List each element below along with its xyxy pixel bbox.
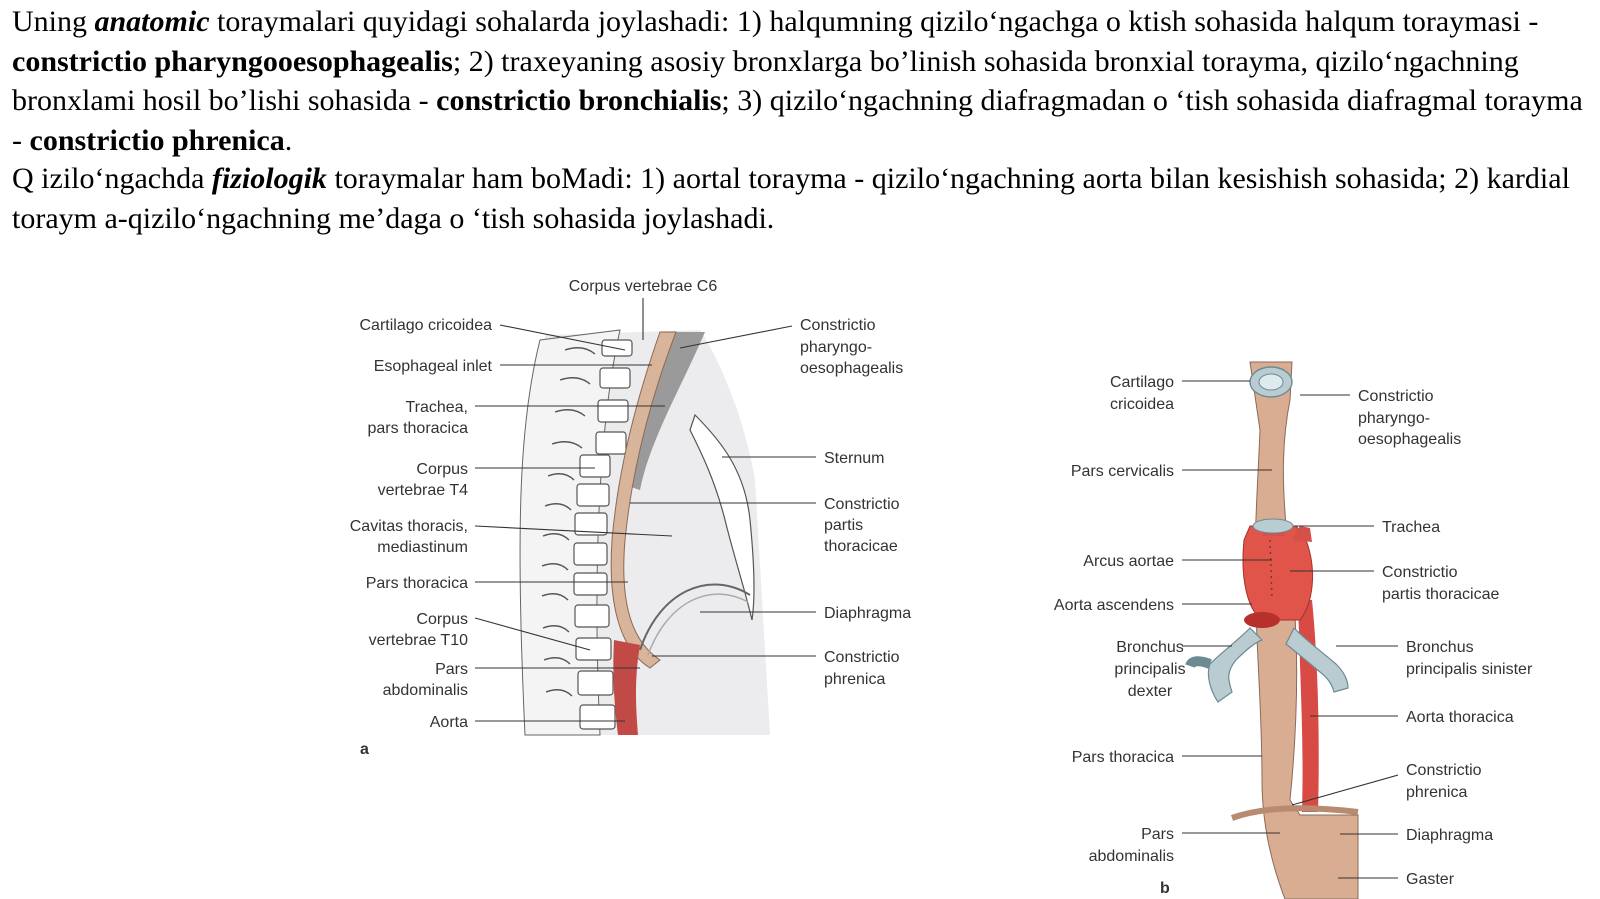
label-b-diaphragma: Diaphragma	[1406, 827, 1494, 844]
label-mediastinum: mediastinum	[377, 539, 468, 556]
label-b-bronchus-sinister: Bronchus	[1406, 639, 1474, 656]
label-pars-abdominalis: Pars	[435, 661, 468, 678]
label-b-cartilago: Cartilago	[1109, 374, 1174, 391]
label-corpus-c6: Corpus vertebrae C6	[568, 278, 718, 295]
panel-letter-b: b	[1160, 880, 1170, 897]
label-b-aorta-thoracica: Aorta thoracica	[1406, 709, 1514, 726]
label-pars-thoracica: Pars thoracica	[365, 575, 468, 592]
label-b-trachea: Trachea	[1382, 519, 1441, 536]
label-b-pars-abdominalis: Pars	[1141, 826, 1174, 843]
label-constrictio-partis-thoracicae: Constrictio	[824, 496, 900, 513]
label-b-constrictio-partis-thoracicae: Constrictio	[1382, 564, 1458, 581]
label-b-cricoidea: cricoidea	[1109, 396, 1174, 413]
text-run: toraymalari quyidagi sohalarda joylashadi: 1) halqumning qizilo‘ngachga o ktish sohasida halqum torayma​si -	[209, 5, 1539, 38]
text-run: .	[284, 123, 293, 157]
figure-a-illustration	[520, 330, 770, 735]
label-trachea: Trachea,	[405, 399, 468, 416]
label-constrictio-phrenica: Constrictio	[824, 649, 900, 666]
text-run: ; 3) qizilo‘ngachning diafragmadan o ‘tish sohasida diafragmal torayma -	[12, 84, 1583, 157]
label-constrictio-phrenica-2: phrenica	[824, 671, 886, 688]
label-b-constrictio-pharyngo-2: pharyngo-	[1358, 410, 1431, 427]
label-esophageal-inlet: Esophageal inlet	[373, 358, 492, 375]
label-b-pars-abdominalis-2: abdominalis	[1088, 848, 1174, 865]
label-b-pars-cervicalis: Pars cervicalis	[1070, 463, 1174, 480]
label-constrictio-pharyngo: Constrictio	[800, 317, 876, 334]
label-b-bronchus-dexter: Bronchus	[1116, 639, 1184, 656]
label-b-gaster: Gaster	[1406, 871, 1455, 888]
label-cartilago-cricoidea: Cartilago cricoidea	[359, 317, 492, 334]
emphasis-fiziologik: fiziologik	[211, 162, 327, 195]
label-b-bronchus-dexter-2: principalis	[1114, 661, 1186, 678]
label-sternum: Sternum	[824, 450, 885, 467]
label-constrictio-partis-thoracicae-3: thoracicae	[824, 538, 898, 555]
label-b-constrictio-phrenica: Constrictio	[1406, 762, 1482, 779]
label-b-pars-thoracica: Pars thoracica	[1071, 749, 1174, 766]
term-bronchialis: constrictio bronchialis	[436, 84, 722, 117]
label-b-bronchus-dexter-3: dexter	[1127, 683, 1173, 700]
label-corpus-t4-sub: vertebrae T4	[377, 482, 468, 499]
panel-letter-a: a	[360, 741, 369, 758]
text-run: ; 2) traxeyaning asosiy bronxlarga bo’linish sohasida bronxial torayma, qizilo‘ngachning bronxlami hosil bo’lishi sohasida -	[12, 44, 1519, 117]
label-b-constrictio-pharyngo-3: oesophagealis	[1358, 431, 1462, 448]
label-constrictio-pharyngo-2: pharyngo-	[800, 339, 873, 356]
label-constrictio-pharyngo-3: oesophagealis	[800, 360, 904, 377]
label-diaphragma: Diaphragma	[824, 605, 912, 622]
term-phrenica: constrictio phrenica	[29, 123, 285, 157]
label-b-constrictio-phrenica-2: phrenica	[1406, 784, 1468, 801]
label-corpus-t4: Corpus	[416, 461, 468, 478]
label-b-arcus-aortae: Arcus aortae	[1083, 553, 1174, 570]
label-aorta: Aorta	[429, 714, 468, 731]
label-b-aorta-ascendens: Aorta ascendens	[1053, 597, 1174, 614]
label-b-constrictio-partis-thoracicae-2: partis thoracicae	[1382, 586, 1500, 603]
label-constrictio-partis-thoracicae-2: partis	[824, 517, 864, 534]
label-corpus-t10: Corpus	[416, 611, 468, 628]
label-pars-abdominalis-sub: abdominalis	[382, 682, 468, 699]
text-run: Q izilo‘ngachda	[12, 162, 212, 195]
text-run: Uning	[12, 5, 95, 38]
label-b-bronchus-sinister-2: principalis sinister	[1406, 661, 1533, 678]
emphasis-anatomic: anatomic	[94, 5, 210, 38]
term-pharyngooesophagealis: constrictio pharyngooesophagealis	[12, 44, 453, 78]
text-run: toraymalar ham boMadi: 1) aortal torayma - qizilo‘ngachning aorta bilan kesishish sohasida; 2) kardial toraym a-qizilo‘ngachning me’daga o ‘tish sohasida joylashadi.	[12, 162, 1570, 235]
label-cavitas-thoracis: Cavitas thoracis,	[349, 518, 468, 535]
figure-b-illustration	[1190, 362, 1358, 899]
label-corpus-t10-sub: vertebrae T10	[368, 632, 468, 649]
label-b-constrictio-pharyngo: Constrictio	[1358, 388, 1434, 405]
label-trachea-sub: pars thoracica	[367, 420, 468, 437]
